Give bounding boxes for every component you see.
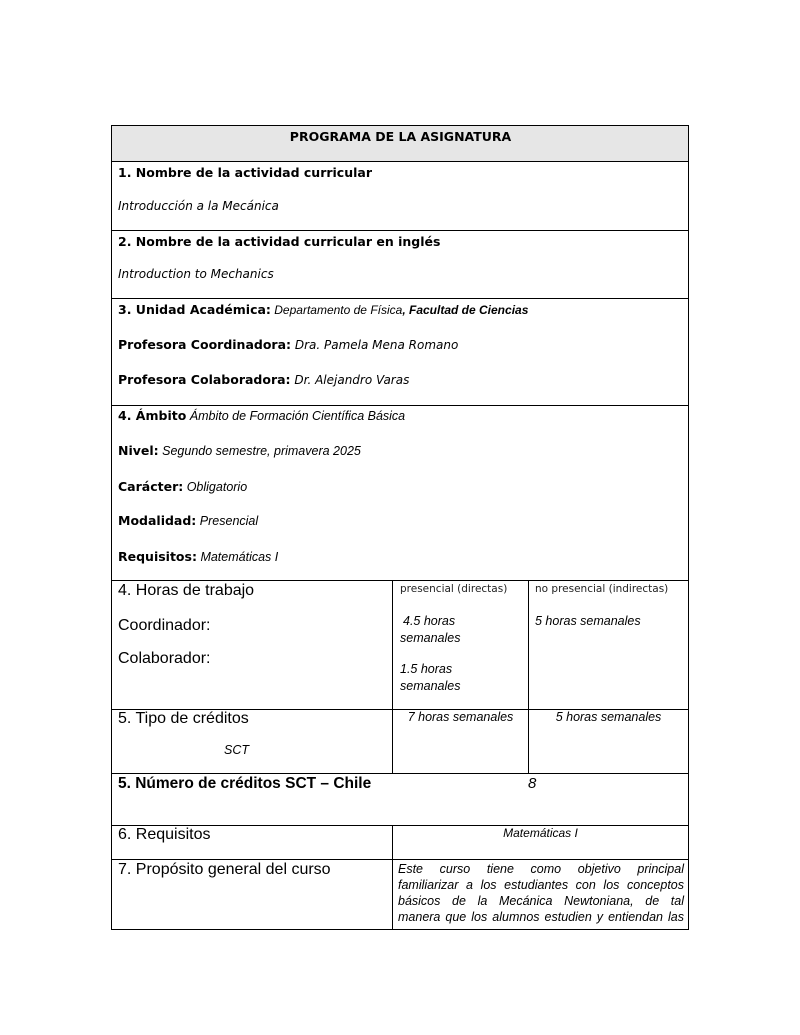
presencial-coordinador-2: semanales — [400, 631, 461, 645]
requisitos-value: Matemáticas I — [196, 550, 279, 564]
nivel-line — [118, 443, 361, 458]
caracter-value: Obligatorio — [183, 480, 248, 494]
colaboradora-value: Dr. Alejandro Varas — [290, 373, 410, 387]
rule — [111, 298, 689, 299]
requisitos-row-label: 6. Requisitos — [118, 826, 211, 843]
caracter-label: Carácter: — [118, 479, 184, 494]
no-presencial-value: 5 horas semanales — [535, 614, 641, 628]
coordinadora-label: Profesora Coordinadora: — [118, 337, 292, 352]
proposito-line: manera que los alumnos estudien y entiendan las — [398, 910, 684, 924]
nivel-label: Nivel: — [118, 443, 159, 458]
unidad-value: Departamento de Física — [270, 303, 403, 317]
ambito-line — [118, 408, 405, 423]
colaborador-label: Colaborador: — [118, 650, 211, 667]
rule — [392, 580, 393, 773]
unidad-label: 3. Unidad Académica: — [118, 302, 271, 317]
rule — [111, 161, 689, 162]
rule — [111, 859, 689, 860]
section-2-label: 2. Nombre de la actividad curricular en inglés — [118, 234, 441, 249]
rule — [111, 405, 689, 406]
ambito-value: Ámbito de Formación Científica Básica — [186, 409, 406, 423]
presencial-colaborador-2: semanales — [400, 679, 461, 693]
num-creditos-value: 8 — [528, 775, 537, 792]
proposito-label: 7. Propósito general del curso — [118, 861, 331, 878]
requisitos-row-value: Matemáticas I — [503, 826, 578, 840]
ambito-label: 4. Ámbito — [118, 408, 187, 423]
coordinadora-value: Dra. Pamela Mena Romano — [291, 338, 459, 352]
no-presencial-header: no presencial (indirectas) — [535, 583, 669, 595]
coordinador-label: Coordinador: — [118, 617, 211, 634]
creditos-label: 5. Tipo de créditos — [118, 710, 249, 727]
rule — [111, 125, 112, 930]
modalidad-line — [118, 513, 258, 528]
modalidad-value: Presencial — [196, 514, 259, 528]
unidad-line — [118, 302, 528, 317]
proposito-line: básicos de la Mecánica Newtoniana, de tal — [398, 894, 684, 908]
presencial-header: presencial (directas) — [400, 583, 508, 595]
page-title: PROGRAMA DE LA ASIGNATURA — [289, 129, 512, 144]
coordinadora-line — [118, 337, 458, 352]
caracter-line — [118, 479, 247, 494]
colaboradora-label: Profesora Colaboradora: — [118, 372, 291, 387]
requisitos-label: Requisitos: — [118, 549, 197, 564]
creditos-presencial: 7 horas semanales — [407, 710, 514, 724]
modalidad-label: Modalidad: — [118, 513, 197, 528]
rule — [111, 125, 689, 126]
requisitos-line — [118, 549, 278, 564]
num-creditos-label: 5. Número de créditos SCT – Chile — [118, 775, 372, 792]
rule — [528, 580, 529, 773]
section-1-label: 1. Nombre de la actividad curricular — [118, 165, 372, 180]
proposito-line: familiarizar a los estudiantes con los conceptos — [398, 878, 684, 892]
creditos-sub: SCT — [224, 743, 249, 757]
proposito-text — [398, 861, 684, 925]
section-2-value: Introduction to Mechanics — [118, 267, 274, 281]
section-1-value: Introducción a la Mecánica — [118, 199, 279, 213]
creditos-no-presencial: 5 horas semanales — [555, 710, 662, 724]
presencial-coordinador-1: 4.5 horas — [403, 614, 456, 628]
proposito-line: Este curso tiene como objetivo principal — [398, 862, 684, 876]
rule — [111, 929, 689, 930]
colaboradora-line — [118, 372, 409, 387]
rule — [392, 825, 393, 929]
rule — [688, 125, 689, 930]
nivel-value: Segundo semestre, primavera 2025 — [158, 444, 361, 458]
rule — [111, 580, 689, 581]
horas-label: 4. Horas de trabajo — [118, 582, 255, 599]
rule — [111, 773, 689, 774]
rule — [111, 230, 689, 231]
facultad-value: , Facultad de Ciencias — [402, 303, 529, 317]
presencial-colaborador-1: 1.5 horas — [400, 662, 453, 676]
